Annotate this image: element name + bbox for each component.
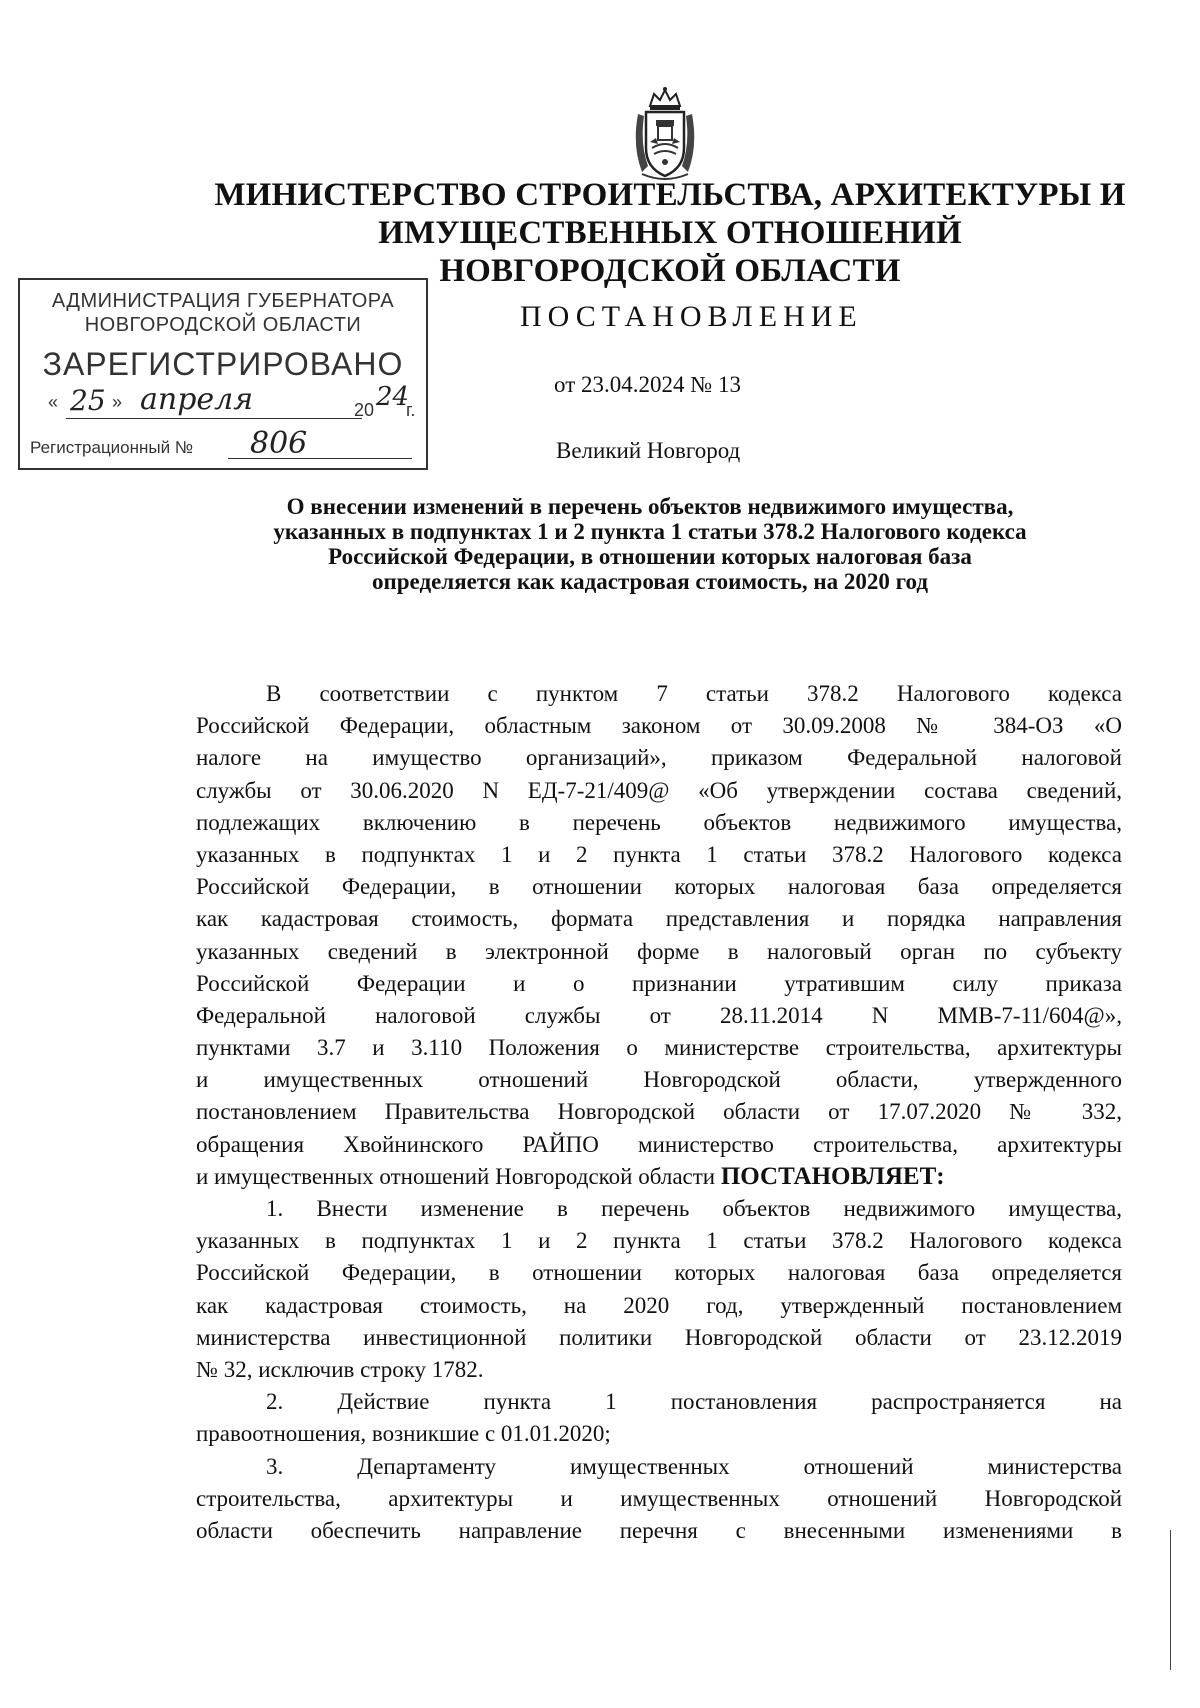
stamp-date-underline <box>66 418 362 419</box>
preamble-line: как кадастровая стоимость, формата представления и порядка направления <box>196 906 1122 932</box>
preamble-line: Российской Федерации и о признании утратившим силу приказа <box>196 970 1122 996</box>
item3-line: 3. Департаменту имущественных отношений министерства <box>266 1453 1122 1479</box>
item1-line: Российской Федерации, в отношении которых налоговая база определяется <box>196 1260 1122 1286</box>
coat-of-arms-icon <box>628 86 702 182</box>
preamble-last-line <box>196 1161 1122 1193</box>
item1-line: как кадастровая стоимость, на 2020 год, утвержденный постановлением <box>196 1292 1122 1318</box>
item2-line: 2. Действие пункта 1 постановления распространяется на <box>266 1389 1122 1415</box>
item1-line: министерства инвестиционной политики Новгородской области от 23.12.2019 <box>196 1324 1122 1350</box>
document-body <box>196 678 1122 1547</box>
item1-last-line: № 32, исключив строку 1782. <box>196 1356 484 1382</box>
ministry-title-line2: ИМУЩЕСТВЕННЫХ ОТНОШЕНИЙ <box>378 215 962 251</box>
stamp-year-prefix: 20 <box>354 400 375 420</box>
subject-line: Российской Федерации, в отношении которых налоговая база <box>328 544 972 569</box>
preamble-line: службы от 30.06.2020 N ЕД-7-21/409@ «Об утверждении состава сведений, <box>196 777 1122 803</box>
preamble-line: постановлением Правительства Новгородской области от 17.07.2020 № 332, <box>196 1099 1122 1125</box>
item2-last-line: правоотношения, возникшие с 01.01.2020; <box>196 1421 611 1447</box>
preamble-line: пунктами 3.7 и 3.110 Положения о министерстве строительства, архитектуры <box>196 1035 1122 1061</box>
preamble-line: Федеральной налоговой службы от 28.11.2014 N ММВ-7-11/604@», <box>196 1002 1122 1028</box>
stamp-registration <box>30 426 420 464</box>
preamble-line: обращения Хвойнинского РАЙПО министерство строительства, архитектуры <box>196 1131 1122 1157</box>
ministry-title-line3: НОВГОРОДСКОЙ ОБЛАСТИ <box>439 253 901 289</box>
stamp-date <box>48 382 418 422</box>
preamble-line: Российской Федерации, в отношении которых налоговая база определяется <box>196 874 1122 900</box>
subject-line: определяется как кадастровая стоимость, на 2020 год <box>372 569 928 594</box>
stamp-day-handwritten: 25 <box>70 384 106 417</box>
preamble-line: налоге на имущество организаций», приказом Федеральной налоговой <box>196 745 1122 771</box>
registration-stamp <box>18 278 428 470</box>
stamp-reg-label: Регистрационный № <box>30 438 194 457</box>
preamble-last-text: и имущественных отношений Новгородской области <box>196 1163 721 1189</box>
stamp-authority-line2: НОВГОРОДСКОЙ ОБЛАСТИ <box>84 314 362 336</box>
preamble-line: указанных сведений в электронной форме в налоговый орган по субъекту <box>196 938 1122 964</box>
item3-line: строительства, архитектуры и имущественных отношений Новгородской <box>196 1485 1122 1511</box>
item3-line: области обеспечить направление перечня с внесенными изменениями в <box>196 1517 1122 1543</box>
scan-margin-line <box>1170 1530 1171 1670</box>
preamble-line: В соответствии с пунктом 7 статьи 378.2 Налогового кодекса <box>266 681 1122 706</box>
ministry-title <box>180 176 1160 290</box>
document-place: Великий Новгород <box>556 438 741 463</box>
preamble-line: Российской Федерации, областным законом от 30.09.2008 № 384-ОЗ «О <box>196 713 1122 739</box>
item1-line: указанных в подпунктах 1 и 2 пункта 1 статьи 378.2 Налогового кодекса <box>196 1228 1122 1254</box>
stamp-quote-close: » <box>112 392 123 412</box>
preamble-line: указанных в подпунктах 1 и 2 пункта 1 статьи 378.2 Налогового кодекса <box>196 841 1122 867</box>
subject-line: указанных в подпунктах 1 и 2 пункта 1 статьи 378.2 Налогового кодекса <box>273 519 1027 544</box>
stamp-quote-open: « <box>48 392 59 412</box>
preamble-line: и имущественных отношений Новгородской области, утвержденного <box>196 1067 1122 1093</box>
stamp-authority-line1: АДМИНИСТРАЦИЯ ГУБЕРНАТОРА <box>51 290 395 312</box>
stamp-month-handwritten: апреля <box>140 382 254 417</box>
stamp-year-handwritten: 24 <box>376 382 410 412</box>
stamp-year-suffix: г. <box>406 400 416 420</box>
item1-line: 1. Внести изменение в перечень объектов недвижимого имущества, <box>266 1196 1122 1221</box>
document-date-number: от 23.04.2024 № 13 <box>554 372 741 397</box>
preamble-line: подлежащих включению в перечень объектов недвижимого имущества, <box>196 809 1122 835</box>
resolves-keyword: ПОСТАНОВЛЯЕТ: <box>720 1162 945 1190</box>
ministry-title-line1: МИНИСТЕРСТВО СТРОИТЕЛЬСТВА, АРХИТЕКТУРЫ И <box>214 177 1126 213</box>
stamp-status: ЗАРЕГИСТРИРОВАНО <box>42 346 404 382</box>
document-subject <box>190 494 1110 594</box>
subject-line: О внесении изменений в перечень объектов недвижимого имущества, <box>286 494 1014 519</box>
document-type: ПОСТАНОВЛЕНИЕ <box>520 300 863 333</box>
stamp-reg-number: 806 <box>250 426 308 461</box>
